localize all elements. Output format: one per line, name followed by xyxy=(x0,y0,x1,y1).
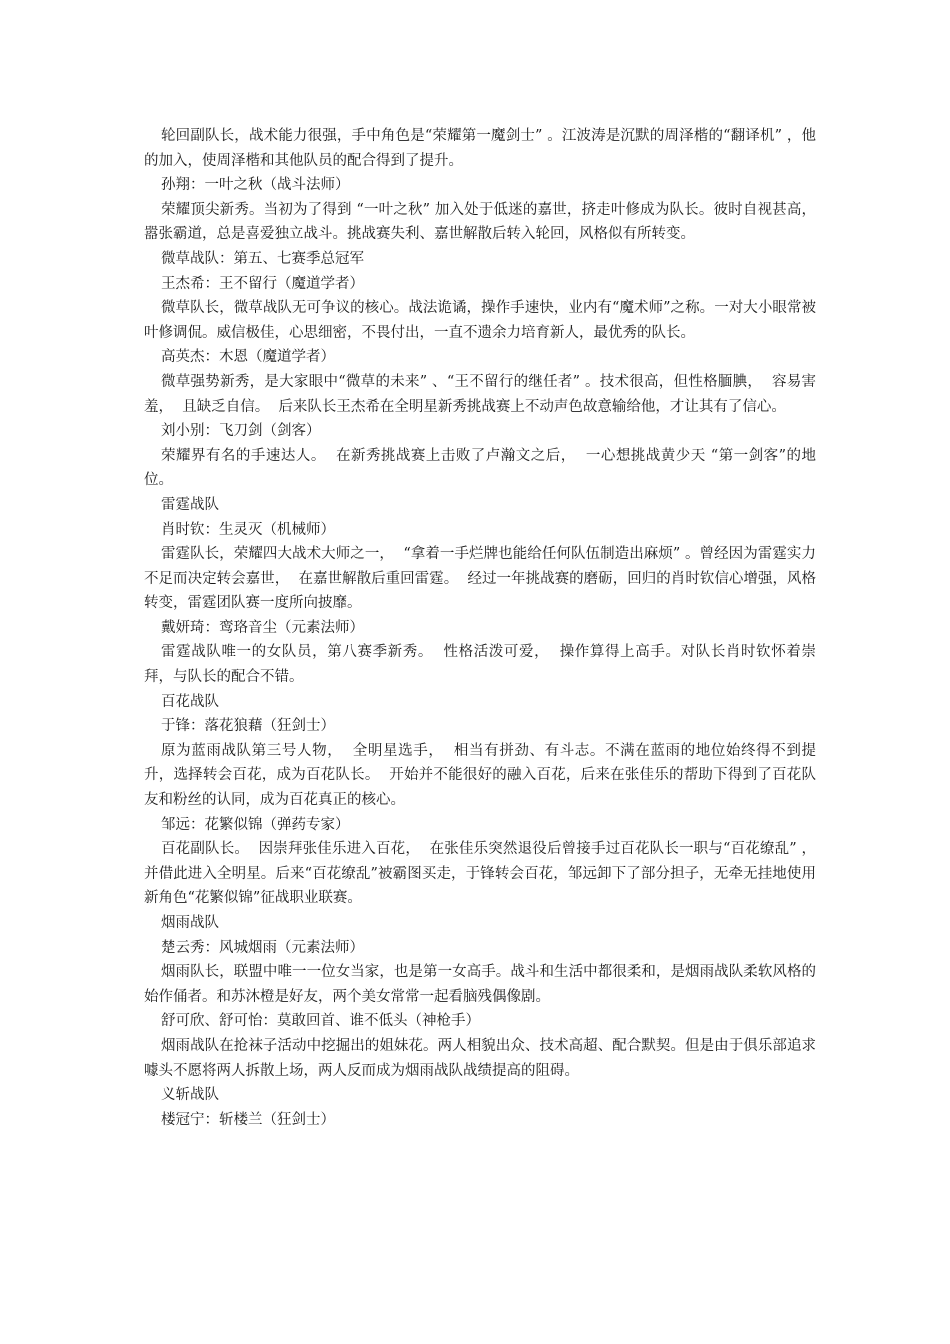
paragraph-wang-jiexi: 微草队长，微草战队无可争议的核心。战法诡谲，操作手速快，业内有“魔术师”之称。一对大小眼常被叶修调侃。威信极佳，心思细密，不畏付出，一直不遗余力培育新人，最优秀的队长。 xyxy=(144,300,816,341)
heading-zou-yuan: 邹远：花繁似锦（弹药专家） xyxy=(161,816,350,833)
heading-baihua-team: 百花战队 xyxy=(161,693,219,710)
paragraph-zou-yuan: 百花副队长。 因崇拜张佳乐进入百花， 在张佳乐突然退役后曾接手过百花队长一职与“百花缭乱” ，并借此进入全明星。后来“百花缭乱”被霸图买走，于锋转会百花，邹远卸下了部分担子，无牵无挂地使用新角色“花繁似锦”征战职业联赛。 xyxy=(144,841,816,907)
paragraph-chu-yunxiu: 烟雨队长，联盟中唯一一位女当家，也是第一女高手。战斗和生活中都很柔和，是烟雨战队柔软风格的始作俑者。和苏沐橙是好友，两个美女常常一起看脑残偶像剧。 xyxy=(144,964,816,1005)
paragraph-yu-feng: 原为蓝雨战队第三号人物， 全明星选手， 相当有拼劲、有斗志。不满在蓝雨的地位始终得不到提升，选择转会百花，成为百花队长。 开始并不能很好的融入百花，后来在张佳乐的帮助下得到了百花队友和粉丝的认同，成为百花真正的核心。 xyxy=(144,742,816,809)
paragraph-gao-yingjie: 微草强势新秀，是大家眼中“微草的未来” 、“王不留行的继任者” 。技术很高，但性格腼腆， 容易害羞， 且缺乏自信。 后来队长王杰希在全明星新秀挑战赛上不动声色故意输给他，才让其有了信心。 xyxy=(144,373,816,415)
heading-dai-yanqi: 戴妍琦：鸾珞音尘（元素法师） xyxy=(161,619,364,636)
paragraph-sun-xiang: 荣耀顶尖新秀。当初为了得到 “一叶之秋” 加入处于低迷的嘉世，挤走叶修成为队长。彼时自视甚高，嚣张霸道，总是喜爱独立战斗。挑战赛失利、嘉世解散后转入轮回，风格似有所转变。 xyxy=(144,201,816,243)
heading-liu-xiaobie: 刘小别：飞刀剑（剑客） xyxy=(161,423,321,440)
heading-xiao-shiqin: 肖时钦：生灵灭（机械师） xyxy=(161,521,335,538)
heading-yizhan-team: 义斩战队 xyxy=(161,1087,219,1104)
heading-weicao-team: 微草战队：第五、七赛季总冠军 xyxy=(161,250,364,267)
heading-wang-jiexi: 王杰希：王不留行（魔道学者） xyxy=(161,275,364,292)
heading-leiting-team: 雷霆战队 xyxy=(161,496,219,513)
heading-gao-yingjie: 高英杰：木恩（魔道学者） xyxy=(161,349,335,366)
heading-shu-sisters: 舒可欣、舒可怡：莫敢回首、谁不低头（神枪手） xyxy=(161,1013,480,1030)
paragraph-xiao-shiqin: 雷霆队长，荣耀四大战术大师之一， “拿着一手烂牌也能给任何队伍制造出麻烦” 。曾经因为雷霆实力不足而决定转会嘉世， 在嘉世解散后重回雷霆。 经过一年挑战赛的磨砺，回归的肖时钦信心增强，风格转变，雷霆团队赛一度所向披靡。 xyxy=(144,546,816,612)
heading-lou-guanning: 楼冠宁：斩楼兰（狂剑士） xyxy=(161,1111,335,1128)
heading-yanyu-team: 烟雨战队 xyxy=(161,915,219,931)
paragraph-shu-sisters: 烟雨战队在抢袜子活动中挖掘出的姐妹花。两人相貌出众、技术高超、配合默契。但是由于俱乐部追求噱头不愿将两人拆散上场，两人反而成为烟雨战队战绩提高的阻碍。 xyxy=(144,1037,816,1079)
heading-sun-xiang: 孙翔：一叶之秋（战斗法师） xyxy=(161,177,350,194)
paragraph-liu-xiaobie: 荣耀界有名的手速达人。 在新秀挑战赛上击败了卢瀚文之后， 一心想挑战黄少天 “第一剑客”的地位。 xyxy=(144,447,816,489)
paragraph-dai-yanqi: 雷霆战队唯一的女队员，第八赛季新秀。 性格活泼可爱， 操作算得上高手。对队长肖时钦怀着崇拜，与队长的配合不错。 xyxy=(144,644,816,686)
heading-chu-yunxiu: 楚云秀：风城烟雨（元素法师） xyxy=(161,939,364,956)
document-body xyxy=(144,124,816,1132)
heading-yu-feng: 于锋：落花狼藉（狂剑士） xyxy=(161,718,335,735)
paragraph-lunhui-vice-captain: 轮回副队长，战术能力很强，手中角色是“荣耀第一魔剑士” 。江波涛是沉默的周泽楷的“翻译机” ，他的加入，使周泽楷和其他队员的配合得到了提升。 xyxy=(144,128,816,169)
